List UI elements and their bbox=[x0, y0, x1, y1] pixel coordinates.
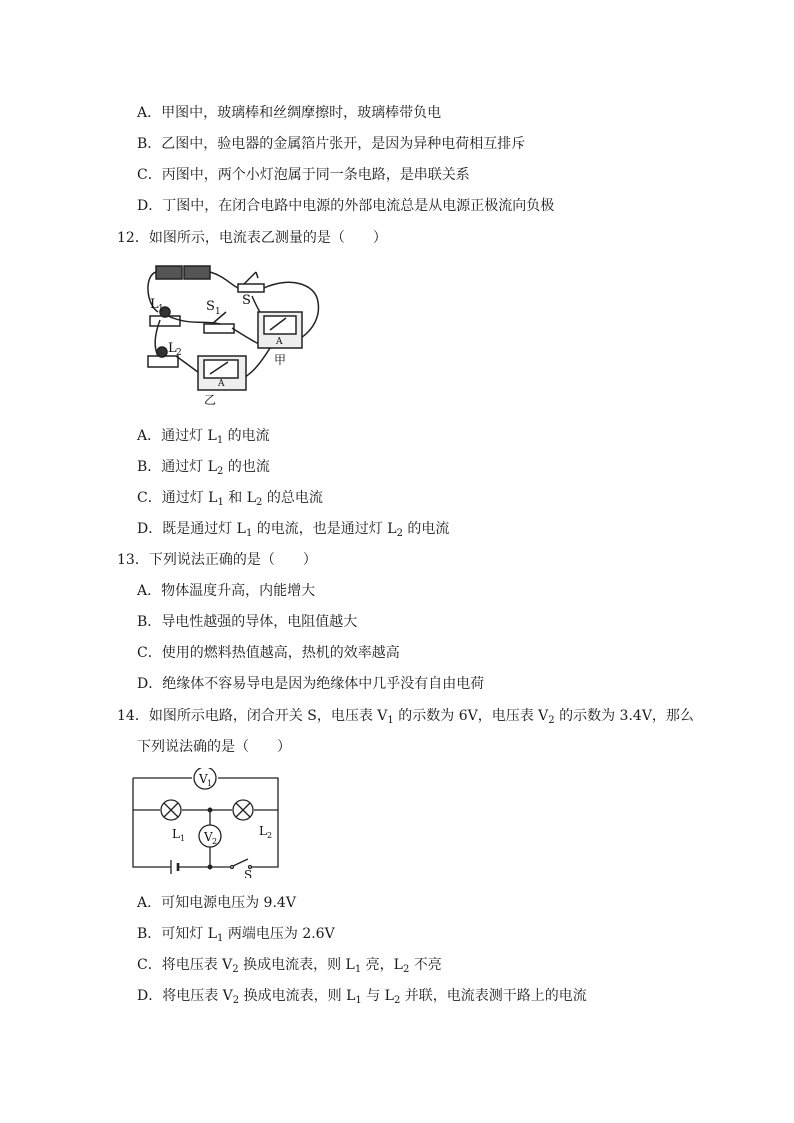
q12-label-yi: 乙 bbox=[204, 393, 217, 407]
q12-label-jia: 甲 bbox=[274, 353, 287, 367]
q14-option-d: D．将电压表 $V_2$ 换成电流表，则 $L_1$ 与 $L_2$ 并联，电流表测干路上的电流 bbox=[137, 988, 587, 1006]
q12-label-ammeter-jia: A bbox=[276, 337, 283, 347]
q14-label-s: S bbox=[244, 868, 253, 878]
q12-label-s: S bbox=[242, 293, 251, 308]
q11-option-d: D．丁图中，在闭合电路中电源的外部电流总是从电源正极流向负极 bbox=[137, 198, 555, 214]
q14-label-v2-sub: 2 bbox=[212, 837, 218, 846]
q14-label-l2-sub: 2 bbox=[267, 831, 273, 840]
q14-option-c: C．将电压表 $V_2$ 换成电流表，则 $L_1$ 亮，$L_2$ 不亮 bbox=[137, 957, 442, 975]
q13-option-d: D．绝缘体不容易导电是因为绝缘体中几乎没有自由电荷 bbox=[137, 676, 485, 692]
q14-option-b: B．可知灯 $L_1$ 两端电压为 2.6V bbox=[137, 926, 335, 944]
q12-label-ammeter-yi: A bbox=[218, 379, 225, 389]
q14-label-v1: V bbox=[199, 772, 208, 786]
q14-label-l1-sub: 1 bbox=[180, 834, 186, 843]
q13-stem: 13．下列说法正确的是（ ） bbox=[117, 552, 317, 568]
q14-circuit-figure bbox=[128, 768, 288, 878]
q12-circuit-figure bbox=[140, 256, 330, 408]
q14-stem-line1: 14．如图所示电路，闭合开关 S，电压表 $V_1$ 的示数为 6V，电压表 $V_2$ 的示数为 3.4V，那么 bbox=[117, 708, 694, 726]
q14-option-a: A．可知电源电压为 9.4V bbox=[137, 895, 296, 911]
q12-label-l1-sub: 1 bbox=[158, 304, 164, 314]
q14-label-l1: L bbox=[172, 827, 180, 841]
q12-option-d: D．既是通过灯 $L_1$ 的电流，也是通过灯 $L_2$ 的电流 bbox=[137, 521, 450, 539]
q12-option-a: A．通过灯 $L_1$ 的电流 bbox=[137, 428, 270, 446]
q13-option-b: B．导电性越强的导体，电阻值越大 bbox=[137, 614, 358, 630]
q12-label-l1: L bbox=[150, 297, 159, 312]
q12-label-s1: S bbox=[206, 299, 215, 314]
q12-label-l2: L bbox=[168, 341, 177, 356]
q12-option-c: C．通过灯 $L_1$ 和 $L_2$ 的总电流 bbox=[137, 490, 323, 508]
q11-option-b: B．乙图中，验电器的金属箔片张开，是因为异种电荷相互排斥 bbox=[137, 136, 526, 152]
q11-option-a: A．甲图中，玻璃棒和丝绸摩擦时，玻璃棒带负电 bbox=[137, 105, 442, 121]
q11-option-c: C．丙图中，两个小灯泡属于同一条电路，是串联关系 bbox=[137, 167, 470, 183]
q14-label-l2: L bbox=[259, 824, 267, 838]
q14-stem-line2: 下列说法确的是（ ） bbox=[137, 739, 291, 755]
q13-option-c: C．使用的燃料热值越高，热机的效率越高 bbox=[137, 645, 400, 661]
q12-label-l2-sub: 2 bbox=[176, 348, 182, 358]
q12-label-s1-sub: 1 bbox=[215, 307, 221, 317]
q14-label-v2: V bbox=[204, 830, 213, 844]
q12-option-b: B．通过灯 $L_2$ 的也流 bbox=[137, 459, 270, 477]
q13-option-a: A．物体温度升高，内能增大 bbox=[137, 583, 316, 599]
q14-label-v1-sub: 1 bbox=[207, 779, 213, 788]
q12-stem: 12．如图所示，电流表乙测量的是（ ） bbox=[117, 230, 387, 246]
